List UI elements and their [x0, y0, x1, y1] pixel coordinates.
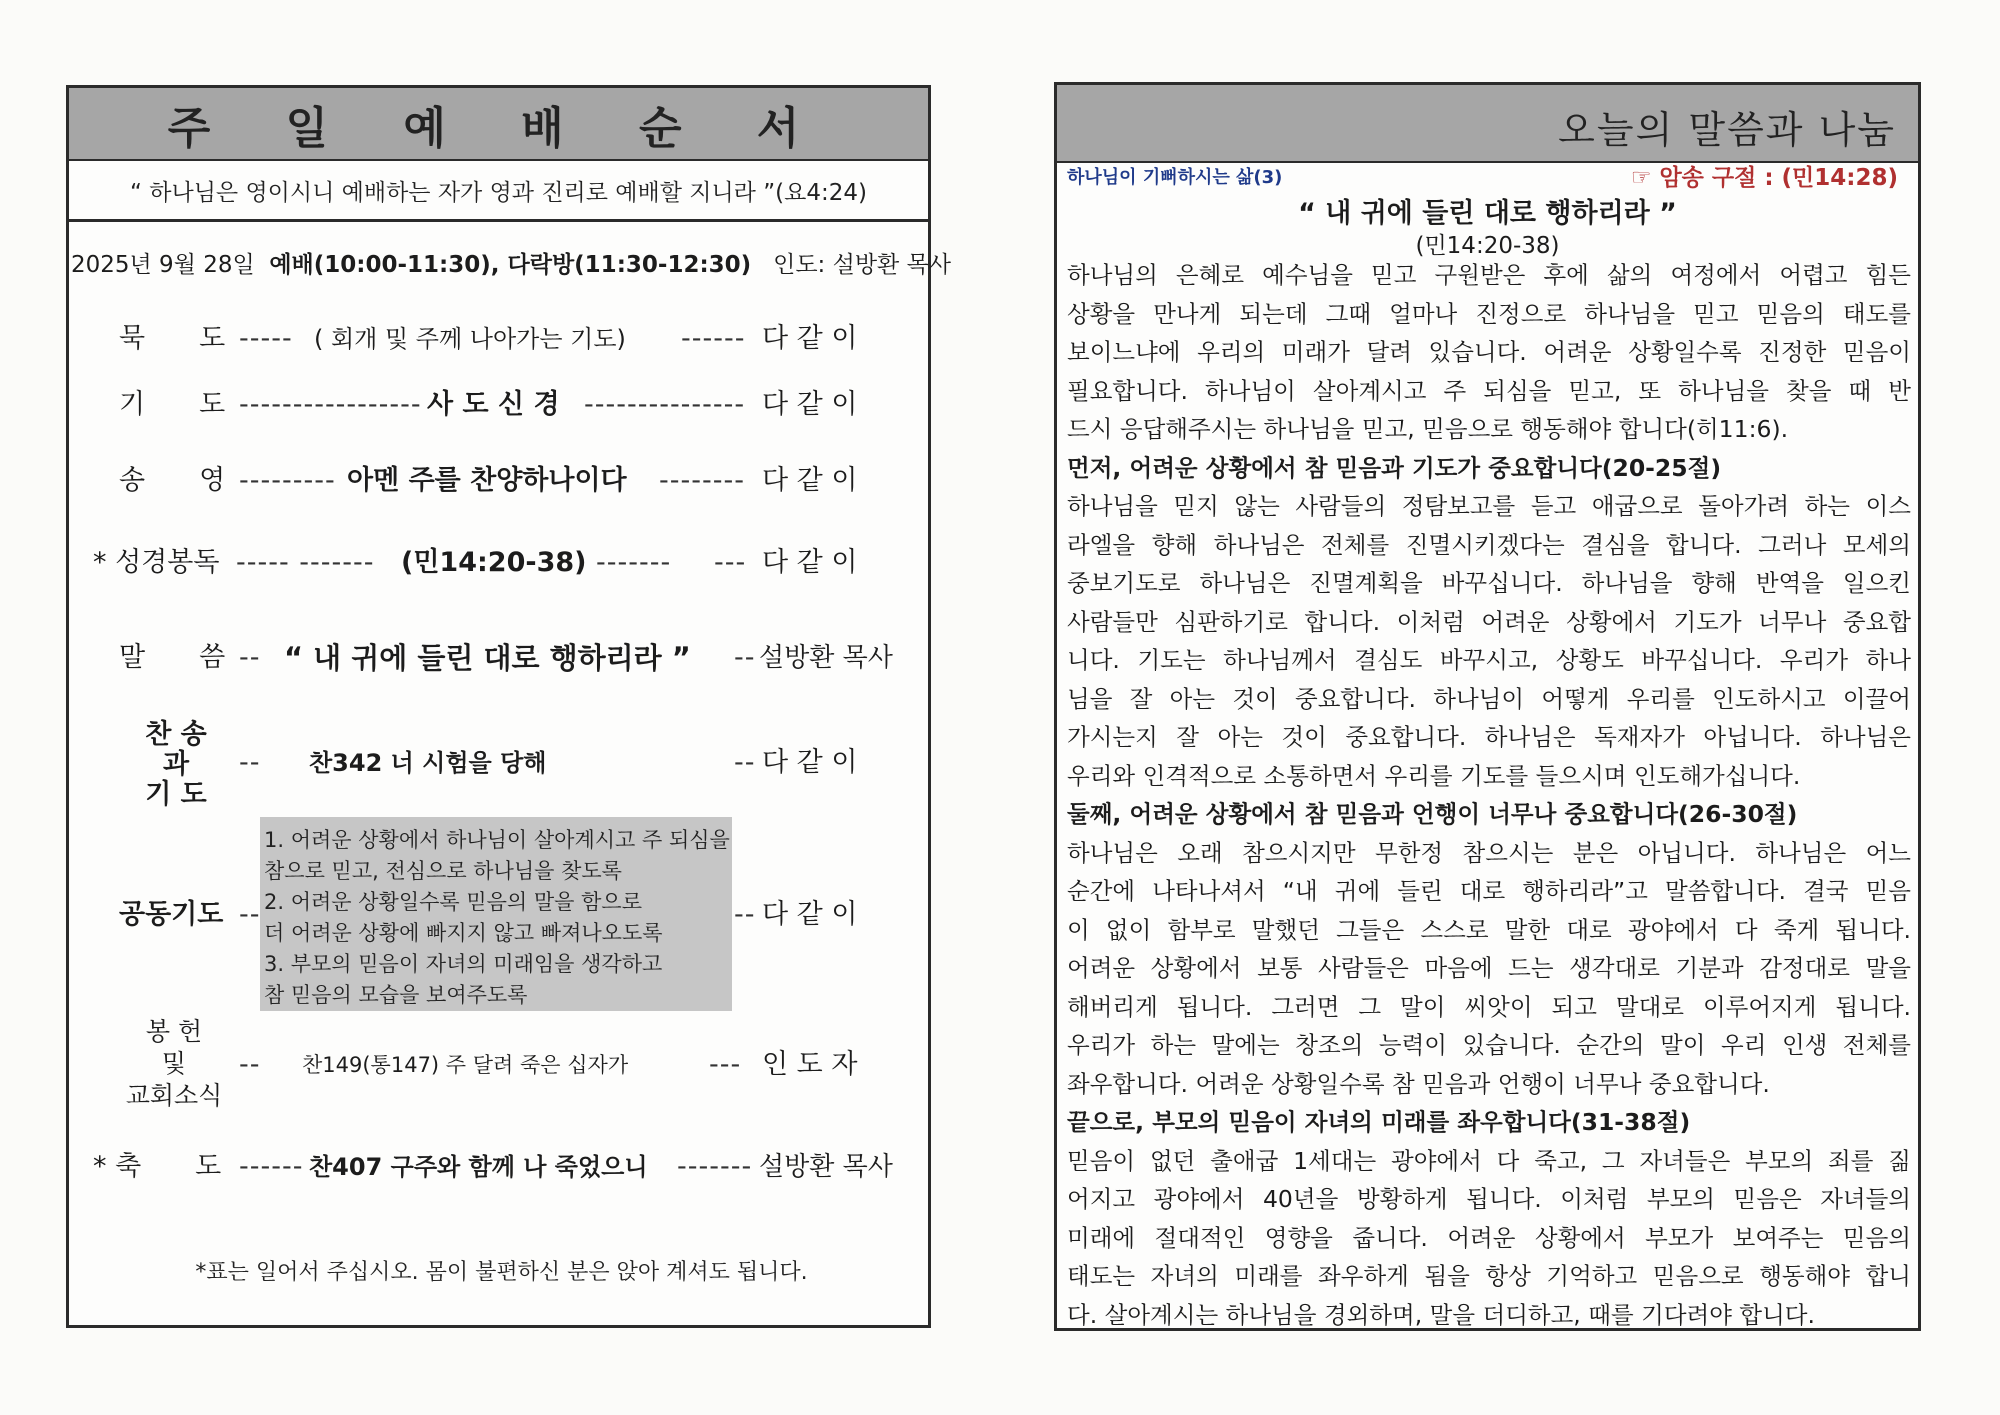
dash: --	[734, 747, 756, 778]
sermon-line: 미래에 절대적인 영향을 줍니다. 어려운 상황에서 부모가 보여주는 믿음의	[1067, 1223, 1911, 1252]
order-name: 묵 도	[119, 323, 226, 354]
order-lead: 설방환 목사	[759, 1152, 893, 1182]
order-name: * 성경봉독	[93, 547, 220, 578]
dash: ------	[239, 1151, 304, 1182]
dash: --	[239, 899, 261, 930]
sermon-line: 가시는지 잘 아는 것이 중요합니다. 하나님은 독재자가 아닙니다. 하나님은	[1067, 723, 1911, 751]
order-content: 찬149(통147) 주 달려 죽은 십자가	[302, 1053, 629, 1077]
dash: ---------------	[584, 389, 746, 420]
order-row-sermon	[69, 638, 934, 678]
order-content: “ 내 귀에 들린 대로 행하리라 ”	[284, 641, 691, 675]
sermon-line: 니다. 기도는 하나님께서 결심도 바꾸시고, 상황도 바꾸십니다. 우리가 하나	[1067, 646, 1911, 674]
sermon-line: 우리와 인격적으로 소통하면서 우리를 기도를 들으시며 인도해가십니다.	[1067, 761, 1801, 790]
sermon-panel-header	[1057, 85, 1918, 163]
label-line: 및	[161, 1049, 187, 1078]
prayer-line: 참 믿음의 모습을 보여주도록	[264, 983, 528, 1007]
worship-order-panel	[66, 85, 952, 1328]
order-row-hymn	[69, 743, 934, 783]
sermon-line: 믿음이 없던 출애굽 1세대는 광야에서 다 죽고, 그 자녀들은 부모의 죄를 짊	[1067, 1146, 1911, 1175]
order-row-prayer	[69, 385, 934, 425]
dash: -------	[596, 547, 672, 578]
order-content: 사 도 신 경	[427, 389, 560, 420]
memory-verse: ☞ 암송 구절 : (민14:28)	[1630, 165, 1898, 191]
order-lead: 인 도 자	[762, 1049, 858, 1080]
sermon-line: 사람들만 심판하기로 합니다. 이처럼 어려운 상황에서 기도가 너무나 중요합	[1067, 607, 1911, 636]
standing-footnote: *표는 일어서 주십시오. 몸이 불편하신 분은 앉아 계셔도 됩니다.	[195, 1260, 808, 1285]
order-lead: 설방환 목사	[759, 643, 893, 673]
sermon-line: 태도는 자녀의 미래를 좌우하게 됨을 항상 기억하고 믿음으로 행동해야 합니	[1067, 1262, 1911, 1290]
order-content: ( 회개 및 주께 나아가는 기도)	[314, 325, 626, 353]
order-row-silent-prayer	[69, 319, 934, 359]
sermon-line: 님을 잘 아는 것이 중요합니다. 하나님이 어떻게 우리를 인도하시고 이끌어	[1067, 684, 1911, 713]
service-date: 2025년 9월 28일	[71, 252, 255, 278]
sermon-line: 상황을 만나게 되는데 그때 얼마나 진정으로 하나님을 믿고 믿음의 태도를	[1067, 299, 1911, 328]
service-date-line	[71, 246, 951, 279]
dash: -----------------	[239, 389, 422, 420]
sermon-line: 하나님은 오래 참으시지만 무한정 참으시는 분은 아닙니다. 하나님은 어느	[1067, 838, 1911, 867]
order-row-scripture	[69, 543, 934, 583]
order-lead: 다 같 이	[762, 547, 858, 578]
order-content: (민14:20-38)	[401, 547, 587, 578]
prayer-line: 참으로 믿고, 전심으로 하나님을 찾도록	[264, 859, 622, 883]
sermon-line: 하나님을 믿지 않는 사람들의 정탐보고를 듣고 애굽으로 돌아가려 하는 이스	[1067, 492, 1911, 520]
worship-order-title: 주 일 예 배 순 서	[69, 88, 928, 161]
dash: --	[734, 642, 756, 673]
label-line: 봉 헌	[145, 1017, 203, 1046]
order-row-offering	[69, 1045, 934, 1085]
order-lead: 다 같 이	[762, 747, 858, 778]
sermon-section-heading: 끝으로, 부모의 믿음이 자녀의 미래를 좌우합니다(31-38절)	[1067, 1108, 1691, 1136]
sermon-section-heading: 먼저, 어려운 상황에서 참 믿음과 기도가 중요합니다(20-25절)	[1067, 453, 1722, 482]
prayer-line: 3. 부모의 믿음이 자녀의 미래임을 생각하고	[264, 952, 663, 976]
label-line: 교회소식	[125, 1081, 223, 1110]
dash: --	[239, 642, 261, 673]
order-name: * 축 도	[93, 1151, 222, 1182]
sermon-line: 좌우합니다. 어려운 상황일수록 참 믿음과 언행이 너무나 중요합니다.	[1067, 1069, 1770, 1098]
sermon-line: 다. 살아계시는 하나님을 경외하며, 말을 더디하고, 때를 기다려야 합니다.	[1067, 1300, 1815, 1329]
order-row-benediction	[69, 1147, 934, 1187]
dash: ---	[714, 547, 747, 578]
sermon-line: 필요합니다. 하나님이 살아계시고 주 되심을 믿고, 또 하나님을 찾을 때 반	[1067, 376, 1911, 405]
dash: ------	[681, 323, 746, 354]
dash: ---	[709, 1049, 742, 1080]
common-prayer-box	[260, 817, 732, 1011]
sermon-title: “ 내 귀에 들린 대로 행하리라 ”	[1298, 198, 1677, 229]
sermon-line: 중보기도로 하나님은 진멸계획을 바꾸십니다. 하나님을 향해 반역을 일으킨	[1067, 569, 1911, 597]
prayer-line: 2. 어려운 상황일수록 믿음의 말을 함으로	[264, 890, 642, 914]
sermon-line: 보이느냐에 우리의 미래가 달려 있습니다. 어려운 상황일수록 진정한 믿음이	[1067, 338, 1911, 366]
sermon-line: 어려운 상황에서 보통 사람들은 마음에 드는 생각대로 기분과 감정대로 말을	[1067, 954, 1911, 982]
dash: --	[239, 1049, 261, 1080]
dash: -----	[239, 323, 293, 354]
sermon-line: 우리가 하는 말에는 창조의 능력이 있습니다. 순간의 말이 우리 인생 전체를	[1067, 1031, 1911, 1059]
service-leader: 인도: 설방환 목사	[773, 252, 952, 278]
order-lead: 다 같 이	[762, 323, 858, 354]
sermon-panel	[1054, 82, 1921, 1331]
label-line: 과	[162, 749, 190, 780]
order-lead: 다 같 이	[762, 465, 858, 496]
theme-verse: “ 하나님은 영이시니 예배하는 자가 영과 진리로 예배할 지니라 ”(요4:24)	[69, 161, 928, 222]
dash: ----- -------	[236, 547, 375, 578]
dash: --------	[659, 465, 745, 496]
sermon-line: 라엘을 향해 하나님은 전체를 진멸시키겠다는 결심을 합니다. 그러나 모세의	[1067, 530, 1911, 559]
label-line: 찬 송	[145, 719, 207, 750]
dash: --	[734, 899, 756, 930]
order-content: 아멘 주를 찬양하나이다	[347, 465, 627, 496]
dash: ---------	[239, 465, 336, 496]
sermon-line: 어지고 광야에서 40년을 방황하게 됩니다. 이처럼 부모의 믿음은 자녀들의	[1067, 1185, 1911, 1213]
order-content: 찬342 너 시험을 당해	[309, 749, 547, 777]
dash: --	[239, 747, 261, 778]
dash: -------	[677, 1151, 753, 1182]
order-content: 찬407 구주와 함께 나 죽었으니	[309, 1153, 648, 1181]
sermon-body	[1067, 256, 1911, 1334]
prayer-line: 더 어려운 상황에 빠지지 않고 빠져나오도록	[264, 921, 663, 945]
order-name: 기 도	[119, 389, 226, 420]
order-row-doxology	[69, 461, 934, 501]
sermon-line: 순간에 나타나셔서 “내 귀에 들린 대로 행하리라”고 말씀합니다. 결국 믿음	[1067, 877, 1911, 905]
sermon-line: 드시 응답해주시는 하나님을 믿고, 믿음으로 행동해야 합니다(히11:6).	[1067, 415, 1789, 443]
sermon-series: 하나님이 기뻐하시는 삶(3)	[1067, 167, 1283, 188]
sermon-line: 하나님의 은혜로 예수님을 믿고 구원받은 후에 삶의 여정에서 어렵고 힘든	[1067, 261, 1911, 289]
order-lead: 다 같 이	[762, 389, 858, 420]
sermon-section-heading: 둘째, 어려운 상황에서 참 믿음과 언행이 너무나 중요합니다(26-30절)	[1067, 800, 1798, 828]
order-lead: 다 같 이	[762, 899, 858, 930]
sermon-reference: (민14:20-38)	[1415, 233, 1560, 259]
order-name: 말 씀	[119, 642, 226, 673]
service-schedule: 예배(10:00-11:30), 다락방(11:30-12:30)	[269, 252, 752, 278]
sermon-line: 해버리게 됩니다. 그러면 그 말이 씨앗이 되고 말대로 이루어지게 됩니다.	[1067, 992, 1911, 1021]
order-name: 송 영	[119, 465, 226, 496]
label-line: 기 도	[145, 779, 207, 810]
sermon-line: 이 없이 함부로 말했던 그들은 스스로 말한 대로 광야에서 다 죽게 됩니다.	[1067, 915, 1911, 944]
prayer-line: 1. 어려운 상황에서 하나님이 살아계시고 주 되심을	[264, 828, 730, 852]
order-name: 공동기도	[119, 899, 224, 930]
sermon-panel-title: 오늘의 말씀과 나눔	[1558, 108, 1896, 152]
